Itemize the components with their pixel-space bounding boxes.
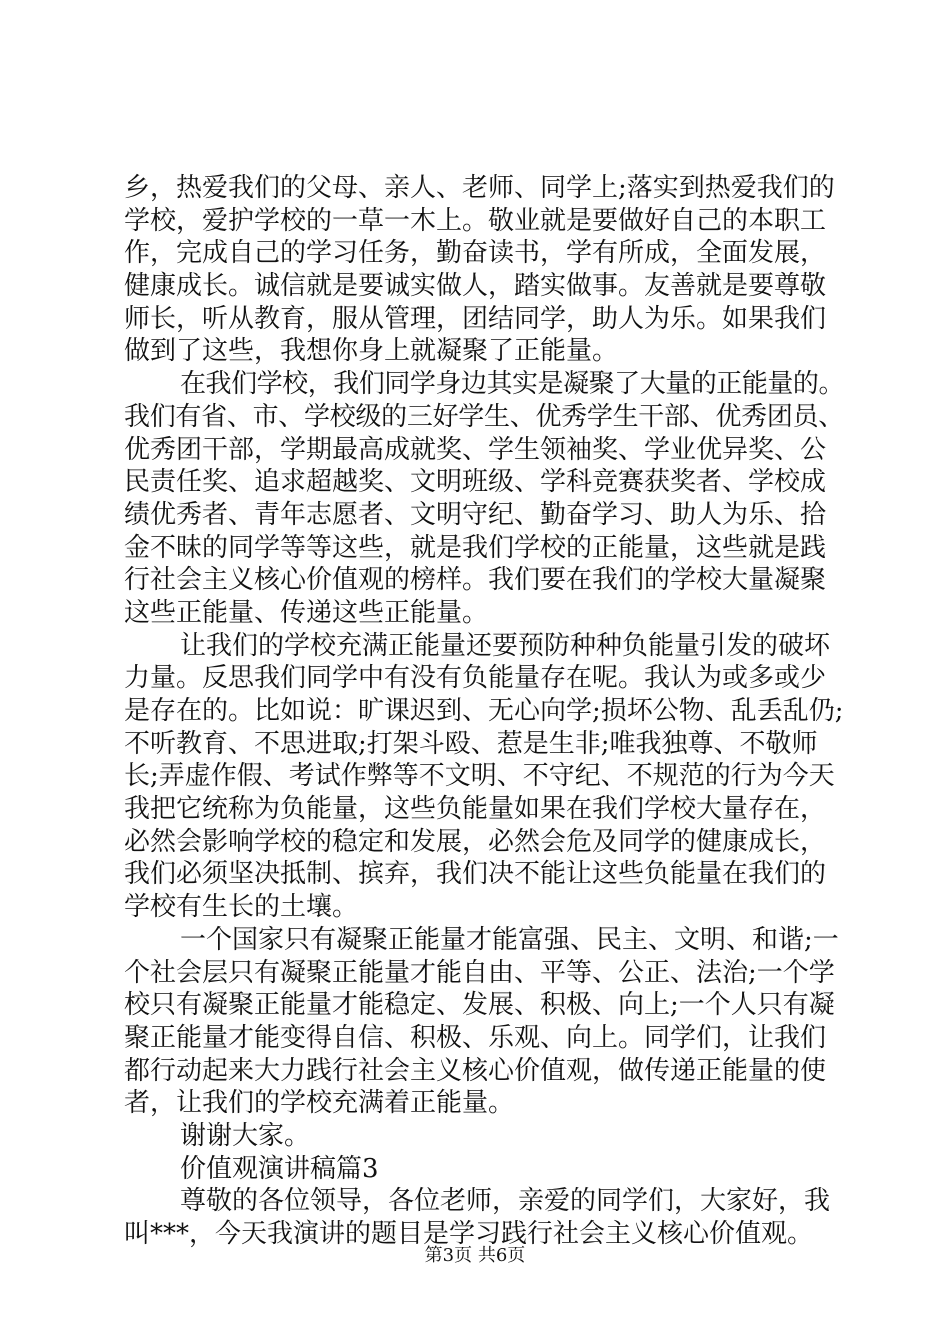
text-line: 必然会影响学校的稳定和发展，必然会危及同学的健康成长， xyxy=(124,826,827,857)
text-line: 我们必须坚决抵制、摈弃，我们决不能让这些负能量在我们的 xyxy=(124,859,827,890)
text-line: 谢谢大家。 xyxy=(180,1120,311,1151)
text-line: 学校，爱护学校的一草一木上。敬业就是要做好自己的本职工 xyxy=(124,205,827,236)
text-line: 民责任奖、追求超越奖、文明班级、学科竞赛获奖者、学校成 xyxy=(124,467,827,498)
text-line: 行社会主义核心价值观的榜样。我们要在我们的学校大量凝聚 xyxy=(124,565,827,596)
text-line: 让我们的学校充满正能量还要预防种种负能量引发的破坏 xyxy=(180,630,831,661)
text-line: 作，完成自己的学习任务，勤奋读书，学有所成，全面发展， xyxy=(124,238,827,269)
text-line: 我把它统称为负能量，这些负能量如果在我们学校大量存在， xyxy=(124,794,827,825)
text-line: 是存在的。比如说：旷课迟到、无心向学;损坏公物、乱丢乱仍; xyxy=(124,696,844,726)
text-line: 健康成长。诚信就是要诚实做人，踏实做事。友善就是要尊敬 xyxy=(124,271,827,302)
text-line: 者，让我们的学校充满着正能量。 xyxy=(124,1088,515,1119)
text-line: 尊敬的各位领导，各位老师，亲爱的同学们，大家好，我 xyxy=(180,1186,831,1217)
text-line: 力量。反思我们同学中有没有负能量存在呢。我认为或多或少 xyxy=(124,663,827,694)
text-line: 优秀团干部，学期最高成就奖、学生领袖奖、学业优异奖、公 xyxy=(124,434,827,465)
text-line: 师长，听从教育，服从管理，团结同学，助人为乐。如果我们 xyxy=(124,303,827,334)
text-line: 学校有生长的土壤。 xyxy=(124,892,359,923)
page-footer: 第3页 共6页 xyxy=(424,1245,526,1266)
text-line: 价值观演讲稿篇3 xyxy=(180,1153,379,1184)
text-line: 在我们学校，我们同学身边其实是凝聚了大量的正能量的。 xyxy=(180,369,845,400)
text-line: 乡，热爱我们的父母、亲人、老师、同学上;落实到热爱我们的 xyxy=(124,173,835,203)
text-line: 聚正能量才能变得自信、积极、乐观、向上。同学们，让我们 xyxy=(124,1022,827,1053)
text-line: 校只有凝聚正能量才能稳定、发展、积极、向上;一个人只有凝 xyxy=(124,990,835,1021)
text-line: 不听教育、不思进取;打架斗殴、惹是生非;唯我独尊、不敬师 xyxy=(124,728,818,759)
text-line: 这些正能量、传递这些正能量。 xyxy=(124,597,489,628)
text-line: 做到了这些，我想你身上就凝聚了正能量。 xyxy=(124,336,619,367)
text-line: 绩优秀者、青年志愿者、文明守纪、勤奋学习、助人为乐、拾 xyxy=(124,499,827,530)
text-line: 个社会层只有凝聚正能量才能自由、平等、公正、法治;一个学 xyxy=(124,957,835,988)
text-line: 我们有省、市、学校级的三好学生、优秀学生干部、优秀团员、 xyxy=(124,401,845,432)
text-line: 金不昧的同学等等这些，就是我们学校的正能量，这些就是践 xyxy=(124,532,827,563)
text-line: 叫***，今天我演讲的题目是学习践行社会主义核心价值观。 xyxy=(124,1219,814,1249)
body-text xyxy=(124,172,844,1251)
text-line: 长;弄虚作假、考试作弊等不文明、不守纪、不规范的行为今天 xyxy=(124,761,835,792)
text-line: 都行动起来大力践行社会主义核心价值观，做传递正能量的使 xyxy=(124,1055,827,1086)
text-line: 一个国家只有凝聚正能量才能富强、民主、文明、和谐;一 xyxy=(180,924,839,955)
